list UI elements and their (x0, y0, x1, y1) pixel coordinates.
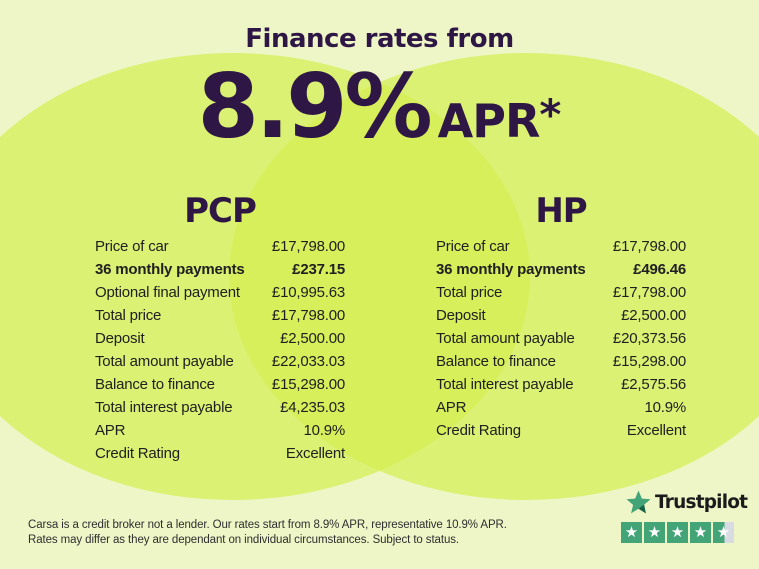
row-value: £2,500.00 (280, 330, 345, 347)
finance-row (436, 350, 686, 373)
disclaimer-line-1: Carsa is a credit broker not a lender. Our rates start from 8.9% APR, representative 10.9% APR. (28, 519, 507, 531)
rate-suffix: APR (437, 94, 540, 148)
row-label: Balance to finance (436, 353, 556, 370)
trustpilot-logo (625, 489, 748, 516)
finance-row (436, 396, 686, 419)
page-title: Finance rates from (245, 24, 514, 54)
disclaimer-text (28, 518, 507, 548)
rating-star-icon: ★ (621, 522, 642, 543)
finance-row (436, 373, 686, 396)
rating-star-icon: ★ (713, 522, 734, 543)
rating-star-icon: ★ (667, 522, 688, 543)
row-value: Excellent (285, 445, 345, 462)
trustpilot-star-icon (625, 489, 652, 516)
row-label: Total price (436, 284, 503, 301)
hp-table (436, 193, 686, 442)
row-label: Total amount payable (436, 330, 575, 347)
row-value: £15,298.00 (612, 353, 686, 370)
row-label: Credit Rating (436, 422, 521, 439)
hp-table-title: HP (535, 191, 587, 231)
finance-row (95, 373, 345, 396)
pcp-table-title: PCP (184, 191, 256, 231)
row-label: APR (95, 422, 126, 439)
row-label: 36 monthly payments (436, 261, 586, 278)
rating-star-icon: ★ (690, 522, 711, 543)
finance-row (95, 258, 345, 281)
row-value: £17,798.00 (612, 238, 686, 255)
row-label: Deposit (436, 307, 486, 324)
row-value: £17,798.00 (271, 307, 345, 324)
disclaimer-line-2: Rates may differ as they are dependant on individual circumstances. Subject to status. (28, 534, 459, 546)
row-label: Price of car (436, 238, 510, 255)
row-label: Balance to finance (95, 376, 215, 393)
row-label: Deposit (95, 330, 145, 347)
row-label: APR (436, 399, 467, 416)
finance-row (95, 281, 345, 304)
row-label: Optional final payment (95, 284, 240, 301)
row-value: £496.46 (633, 261, 686, 278)
pcp-table (95, 193, 345, 465)
finance-row (436, 327, 686, 350)
row-label: Total price (95, 307, 162, 324)
row-value: £17,798.00 (612, 284, 686, 301)
rate-value: 8.9% (197, 55, 430, 158)
finance-row (95, 396, 345, 419)
finance-row (436, 304, 686, 327)
row-label: Total interest payable (436, 376, 574, 393)
finance-row (95, 442, 345, 465)
row-value: Excellent (626, 422, 686, 439)
row-value: £10,995.63 (271, 284, 345, 301)
row-label: Total interest payable (95, 399, 233, 416)
finance-row (95, 304, 345, 327)
headline-rate (0, 55, 759, 158)
row-label: Price of car (95, 238, 169, 255)
row-value: £237.15 (292, 261, 345, 278)
row-value: £20,373.56 (612, 330, 686, 347)
finance-row (95, 419, 345, 442)
finance-row (95, 350, 345, 373)
row-value: £17,798.00 (271, 238, 345, 255)
row-value: £2,500.00 (621, 307, 686, 324)
row-label: Total amount payable (95, 353, 234, 370)
finance-row (95, 235, 345, 258)
finance-row (436, 235, 686, 258)
finance-row (436, 281, 686, 304)
row-label: 36 monthly payments (95, 261, 245, 278)
row-value: 10.9% (644, 399, 686, 416)
finance-row (436, 258, 686, 281)
finance-row (436, 419, 686, 442)
trustpilot-wordmark: Trustpilot (655, 491, 748, 513)
row-value: £15,298.00 (271, 376, 345, 393)
rating-star-icon: ★ (644, 522, 665, 543)
row-value: £2,575.56 (621, 376, 686, 393)
row-value: 10.9% (303, 422, 345, 439)
trustpilot-badge (621, 489, 748, 543)
row-value: £4,235.03 (280, 399, 345, 416)
rate-asterisk: * (539, 90, 562, 139)
hp-table-rows (436, 235, 686, 442)
row-value: £22,033.03 (271, 353, 345, 370)
row-label: Credit Rating (95, 445, 180, 462)
pcp-table-rows (95, 235, 345, 465)
trustpilot-rating-stars (621, 522, 741, 543)
finance-row (95, 327, 345, 350)
